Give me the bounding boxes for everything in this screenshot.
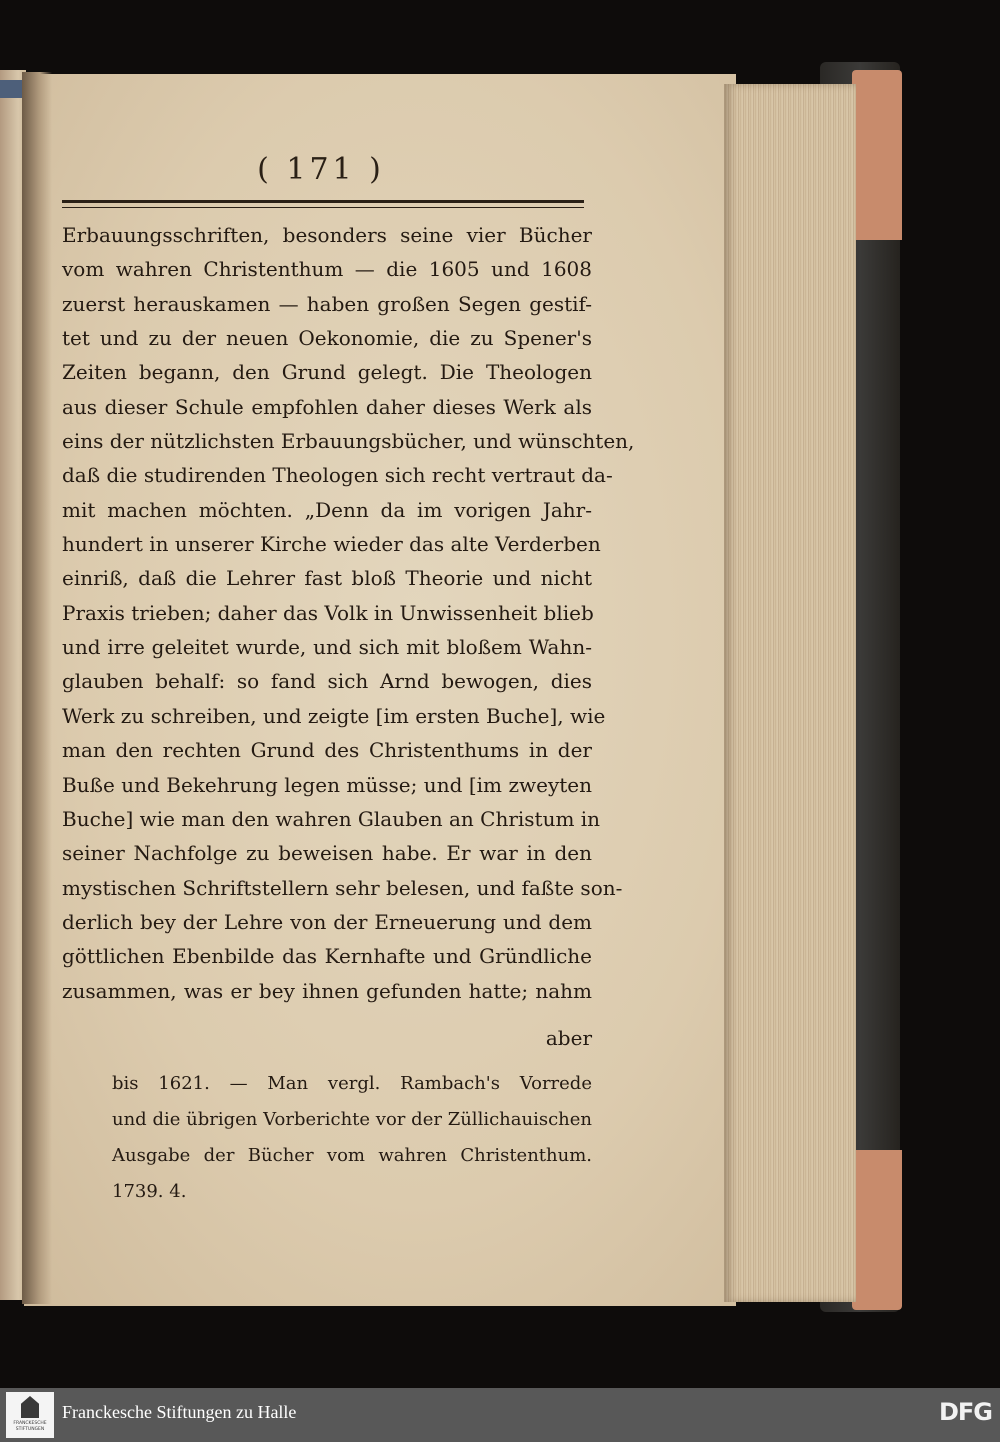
text-line: man den rechten Grund des Christenthums in der	[62, 738, 592, 763]
text-line: tet und zu der neuen Oekonomie, die zu Spener's	[62, 326, 592, 351]
text-line: Werk zu schreiben, und zeigte [im ersten Buche], wie	[62, 703, 606, 728]
header-rule	[62, 200, 584, 203]
building-icon	[21, 1396, 39, 1418]
text-line: derlich bey der Lehre von der Erneuerung und dem	[62, 909, 592, 934]
footnote-line: Ausgabe der Bücher vom wahren Christenthum.	[112, 1145, 592, 1166]
institution-name: Franckesche Stiftungen zu Halle	[62, 1402, 297, 1422]
dfg-logo[interactable]: DFG	[938, 1398, 992, 1426]
text-line: daß die studirenden Theologen sich recht vertraut da-	[62, 463, 613, 488]
text-line: einriß, daß die Lehrer fast bloß Theorie und nicht	[62, 566, 592, 591]
page-number: ( 171 )	[257, 152, 385, 187]
text-line: zuerst herauskamen — haben großen Segen gestif-	[62, 291, 592, 316]
text-line: seiner Nachfolge zu beweisen habe. Er war in den	[62, 841, 592, 866]
footnote-line: bis 1621. — Man vergl. Rambach's Vorrede	[112, 1073, 592, 1094]
text-line: Praxis trieben; daher das Volk in Unwissenheit blieb	[62, 600, 594, 625]
header-rule-thin	[62, 207, 584, 208]
text-line: eins der nützlichsten Erbauungsbücher, und wünschten,	[62, 429, 635, 454]
text-line: glauben behalf: so fand sich Arnd bewogen, dies	[62, 669, 592, 694]
body-text	[62, 218, 635, 1008]
text-line: vom wahren Christenthum — die 1605 und 1608	[62, 257, 592, 282]
page-block-edges	[724, 84, 856, 1302]
text-line: mystischen Schriftstellern sehr belesen, und faßte son-	[62, 875, 623, 900]
footnote-line: und die übrigen Vorberichte vor der Züllichauischen	[112, 1109, 592, 1130]
franckesche-logo[interactable]	[6, 1392, 54, 1438]
logo-label: FRANCKESCHE STIFTUNGEN	[13, 1421, 47, 1432]
footnote	[112, 1066, 592, 1210]
text-line: aus dieser Schule empfohlen daher dieses Werk als	[62, 394, 592, 419]
text-line: mit machen möchten. „Denn da im vorigen Jahr-	[62, 497, 592, 522]
leather-corner-bottom	[852, 1150, 902, 1310]
text-line: hundert in unserer Kirche wieder das alte Verderben	[62, 532, 601, 557]
spine-shadow	[22, 72, 52, 1304]
text-line: Buße und Bekehrung legen müsse; und [im zweyten	[62, 772, 592, 797]
viewer-footer	[0, 1388, 1000, 1442]
text-line: göttlichen Ebenbilde das Kernhafte und Gründliche	[62, 944, 592, 969]
leather-corner-top	[852, 70, 902, 240]
text-line: Buche] wie man den wahren Glauben an Christum in	[62, 806, 601, 831]
catchword: aber	[545, 1026, 592, 1050]
text-line: und irre geleitet wurde, und sich mit bloßem Wahn-	[62, 635, 592, 660]
text-line: Erbauungsschriften, besonders seine vier Bücher	[62, 223, 592, 247]
text-line: zusammen, was er bey ihnen gefunden hatte; nahm	[62, 978, 592, 1003]
text-line: Zeiten begann, den Grund gelegt. Die Theologen	[62, 360, 592, 385]
footnote-line: 1739. 4.	[112, 1181, 187, 1202]
